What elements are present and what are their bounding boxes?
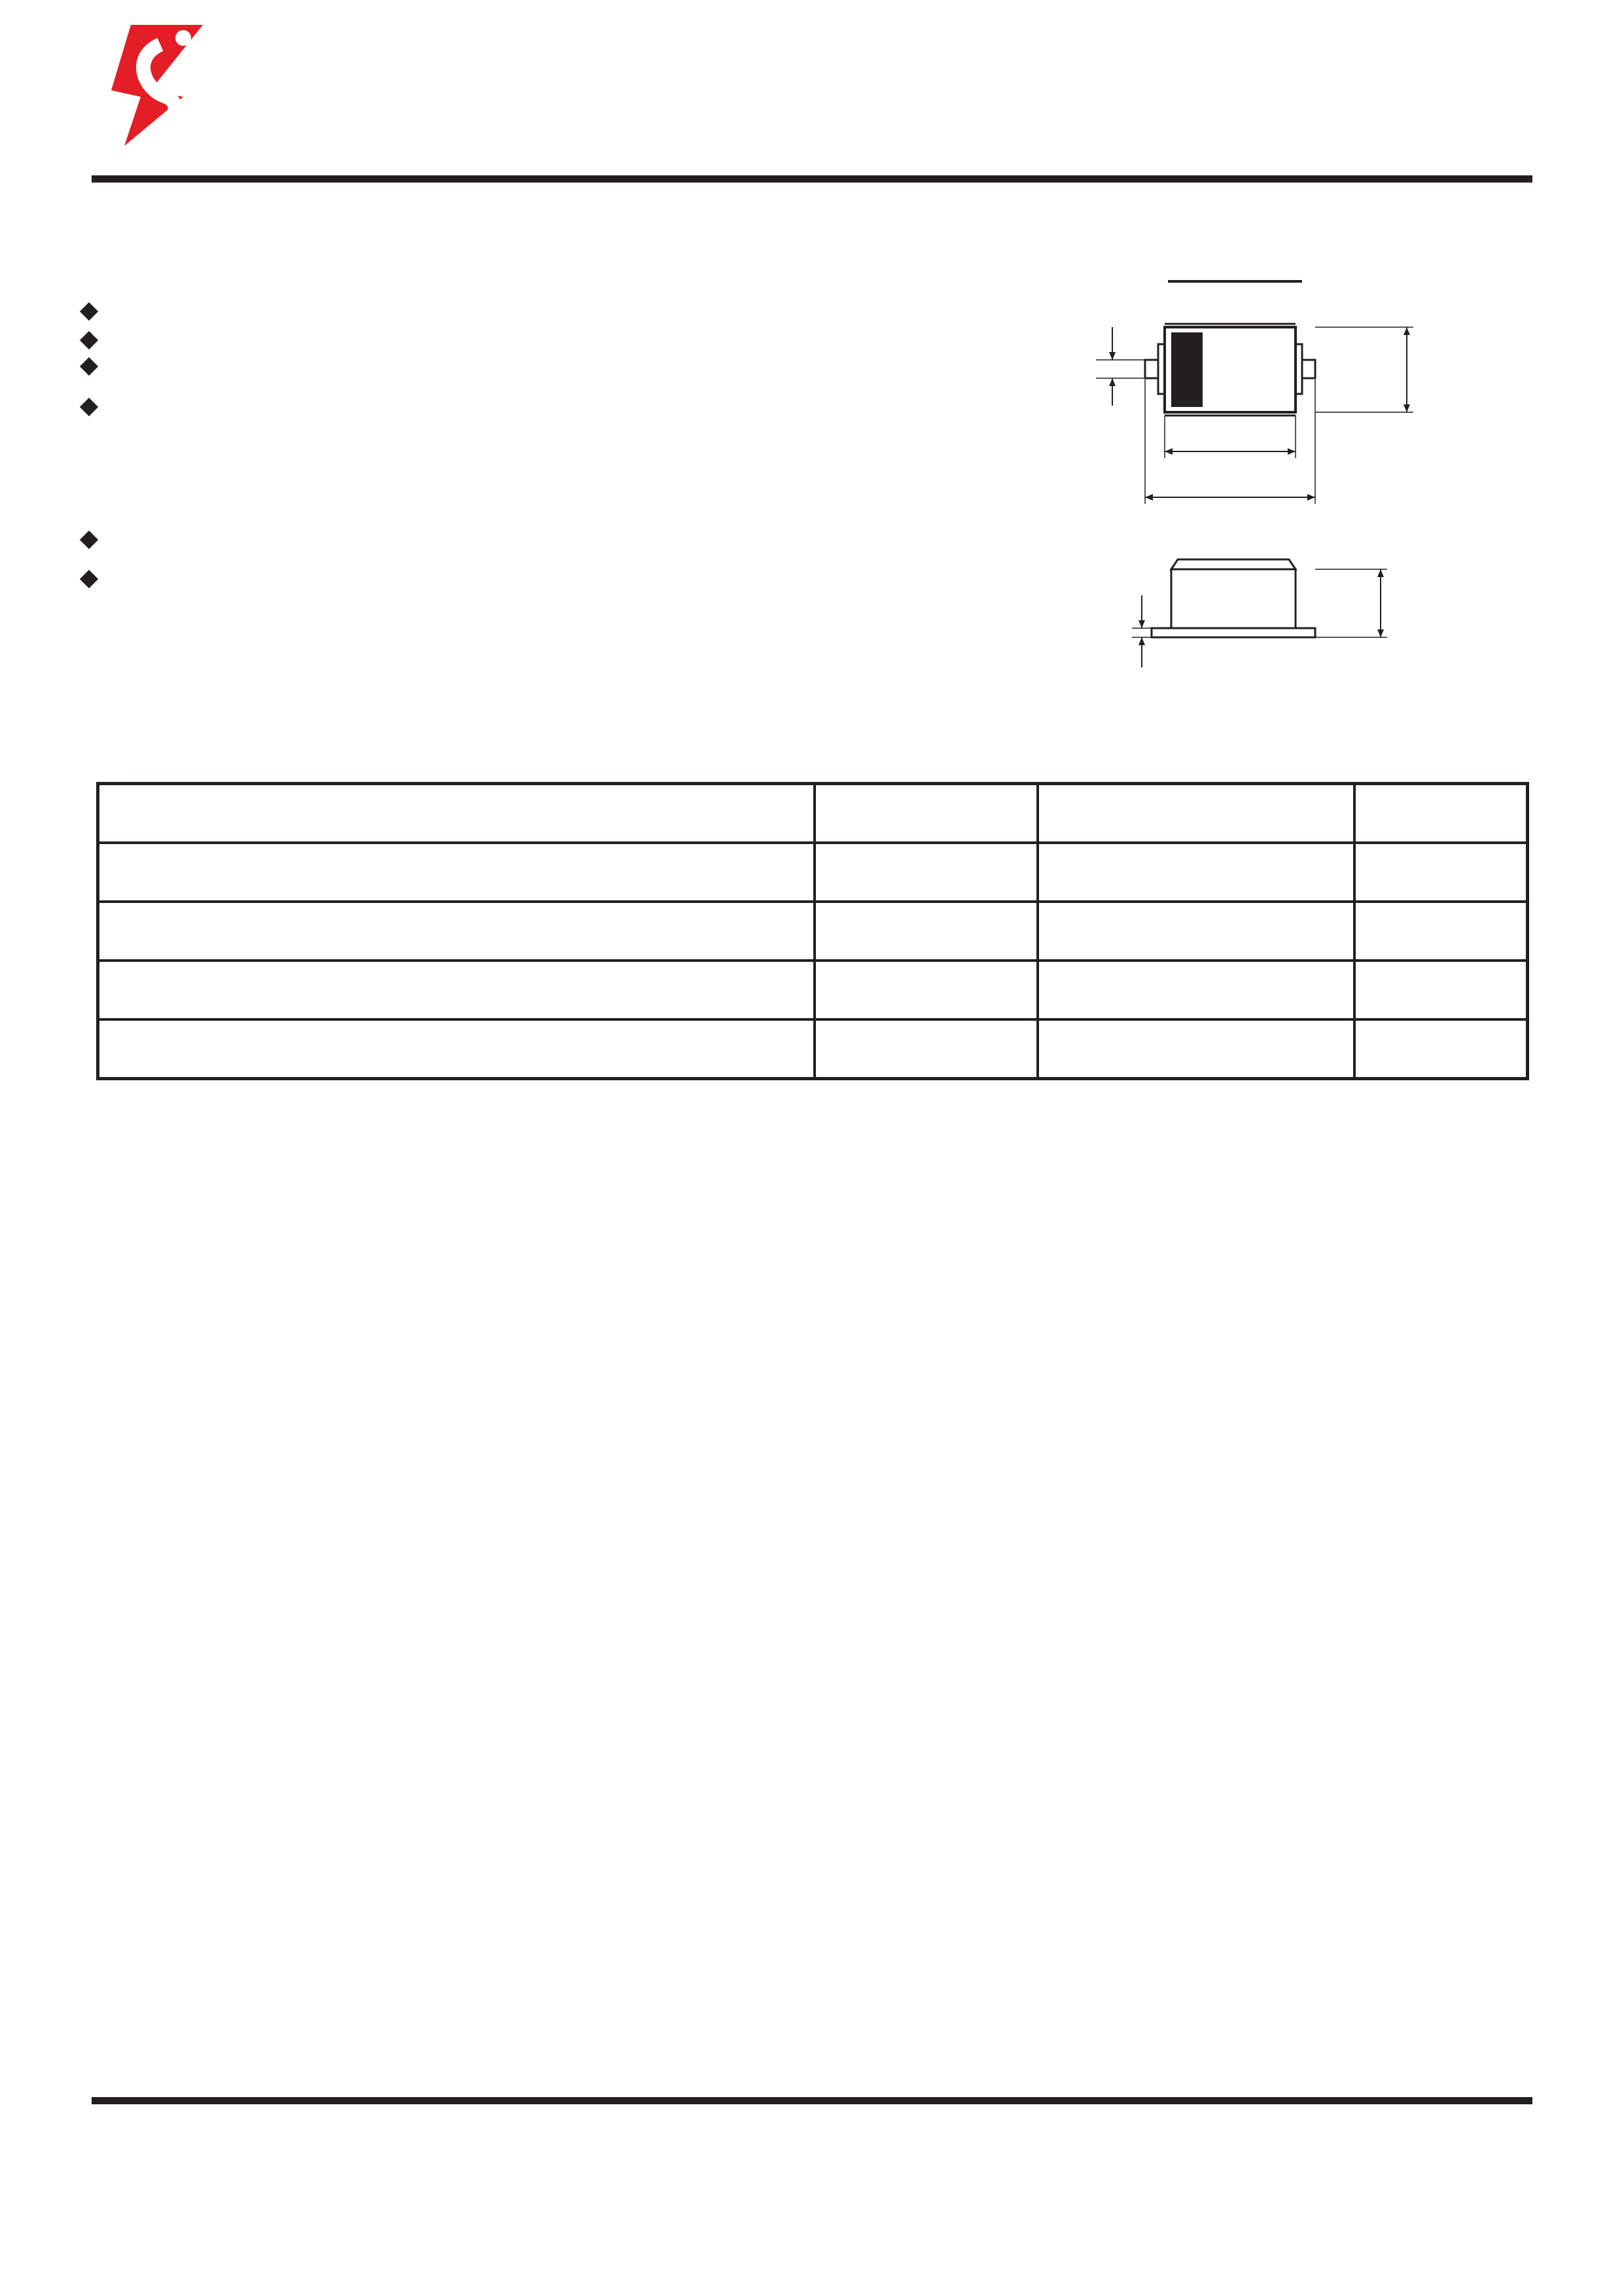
symbol-cell [815,961,1038,1019]
bullet-icon [80,331,98,349]
bullet-icon [80,302,98,321]
package-title-underline [1168,280,1302,283]
param-cell [98,1019,815,1079]
table-header-row [98,784,1528,843]
bullet-icon [80,357,98,376]
logo-mark-icon [105,18,209,149]
unit-cell [1354,961,1527,1019]
table-row [98,1019,1528,1079]
value-cell [1038,1019,1354,1079]
unit-cell [1354,1019,1527,1079]
param-cell [98,843,815,902]
unit-cell [1354,902,1527,961]
bullet-icon [80,398,98,416]
bullet-icon [80,570,98,588]
logo [105,18,563,149]
table-row [98,902,1528,961]
table-row [98,843,1528,902]
package-drawing [981,288,1544,680]
bullet-icon [80,531,98,549]
symbol-cell [815,902,1038,961]
table-row [98,961,1528,1019]
value-cell [1038,843,1354,902]
symbol-cell [815,843,1038,902]
symbol-cell [815,1019,1038,1079]
fig2-chart [909,1282,1394,1623]
col-header-symbol [815,784,1038,843]
col-header-value [1038,784,1354,843]
value-cell [1038,902,1354,961]
param-cell [98,961,815,1019]
col-header-unit [1354,784,1527,843]
value-cell [1038,961,1354,1019]
col-header-parameter [98,784,815,843]
fig1-chart [275,1282,733,1623]
ratings-table [96,782,1529,1080]
header-rule [92,175,1532,183]
footer-rule [92,2097,1532,2104]
unit-cell [1354,843,1527,902]
ratings-title [113,738,133,768]
param-cell [98,902,815,961]
